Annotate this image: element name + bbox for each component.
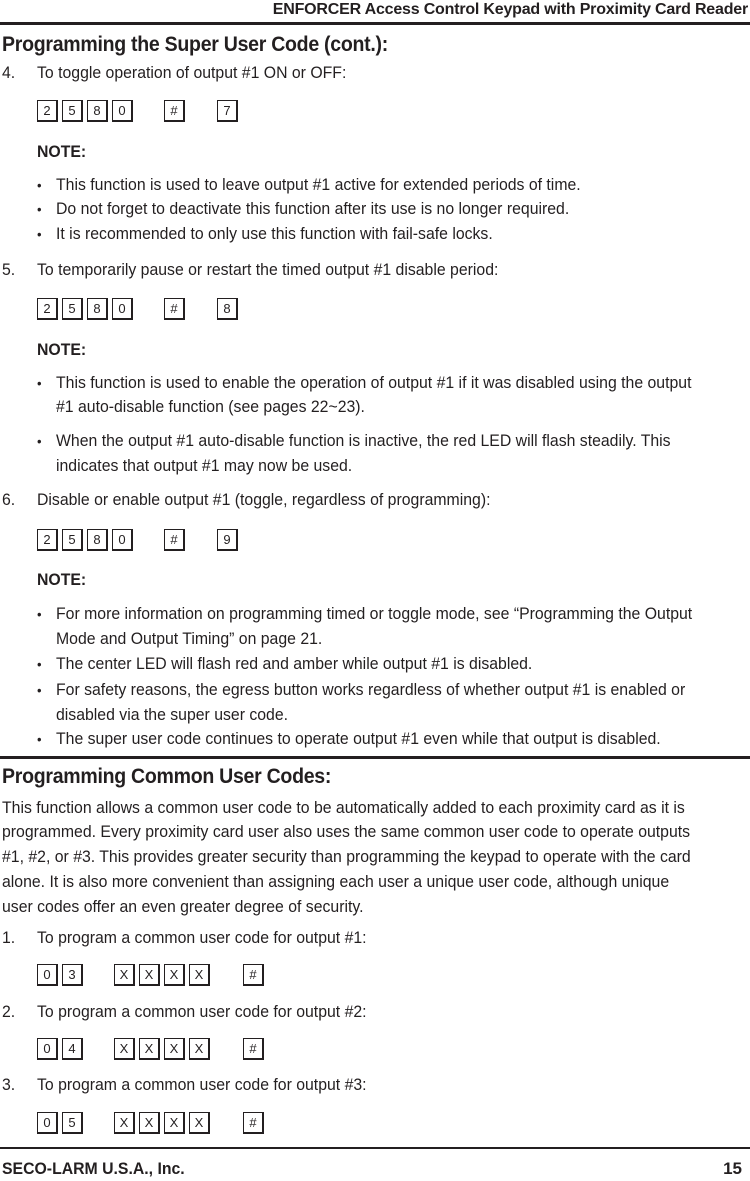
note-label: NOTE: (37, 340, 87, 359)
note-label: NOTE: (37, 570, 87, 589)
keypad-key: 0 (37, 964, 58, 986)
keypad-key: 8 (87, 100, 108, 122)
keypad-key: # (243, 1112, 264, 1134)
note-text: The super user code continues to operate output #1 even while that output is disabled. (56, 729, 661, 748)
keypad-key: 2 (37, 100, 58, 122)
note-text: #1 auto-disable function (see pages 22~23). (56, 397, 365, 416)
keypad-key: 5 (62, 298, 83, 320)
bullet-icon: • (37, 177, 42, 193)
step-number: 2. (2, 1002, 16, 1021)
keypad-key: 5 (62, 1112, 83, 1134)
keypad-key: 2 (37, 529, 58, 551)
keypad-key: # (164, 298, 185, 320)
step-text: To program a common user code for output #3: (37, 1075, 367, 1094)
keypad-key: 3 (62, 964, 83, 986)
step-number: 1. (2, 928, 16, 947)
keypad-key: 0 (112, 529, 133, 551)
paragraph-line: alone. It is also more convenient than assigning each user a unique user code, although unique (2, 872, 670, 891)
header-title: ENFORCER Access Control Keypad with Proximity Card Reader (272, 1, 748, 18)
note-text: When the output #1 auto-disable function is inactive, the red LED will flash steadily. This (56, 431, 671, 450)
paragraph-line: programmed. Every proximity card user also uses the same common user code to operate outputs (2, 822, 691, 841)
note-text: disabled via the super user code. (56, 705, 289, 724)
keypad-key: X (139, 964, 160, 986)
bullet-icon: • (37, 656, 42, 672)
keypad-key: X (114, 1112, 135, 1134)
note-text: For more information on programming timed or toggle mode, see “Programming the Output (56, 604, 693, 623)
keypad-key: 0 (37, 1112, 58, 1134)
keypad-key: 0 (37, 1038, 58, 1060)
step-number: 6. (2, 490, 16, 509)
note-text: indicates that output #1 may now be used. (56, 456, 353, 475)
keypad-key: # (164, 100, 185, 122)
keypad-key: X (189, 1112, 210, 1134)
note-text: This function is used to enable the operation of output #1 if it was disabled using the output (56, 373, 692, 392)
keypad-key: 7 (217, 100, 238, 122)
keypad-key: 0 (112, 298, 133, 320)
keypad-key: X (114, 964, 135, 986)
footer-company: SECO-LARM U.S.A., Inc. (2, 1159, 185, 1178)
keypad-key: X (139, 1038, 160, 1060)
step-text: To program a common user code for output #2: (37, 1002, 367, 1021)
keypad-key: X (164, 1038, 185, 1060)
step-number: 5. (2, 260, 16, 279)
section-rule (0, 756, 750, 759)
bullet-icon: • (37, 375, 42, 391)
note-text: The center LED will flash red and amber while output #1 is disabled. (56, 654, 533, 673)
note-text: It is recommended to only use this function with fail-safe locks. (56, 224, 493, 243)
keypad-key: # (164, 529, 185, 551)
keypad-key: 9 (217, 529, 238, 551)
paragraph-line: #1, #2, or #3. This provides greater security than programming the keypad to operate with the card (2, 847, 691, 866)
keypad-key: 8 (87, 298, 108, 320)
section-title-common-user: Programming Common User Codes: (2, 765, 332, 788)
keypad-key: X (189, 964, 210, 986)
bullet-icon: • (37, 606, 42, 622)
keypad-key: 4 (62, 1038, 83, 1060)
footer-rule (0, 1147, 750, 1149)
paragraph-line: user codes offer an even greater degree of security. (2, 897, 364, 916)
step-text: To temporarily pause or restart the timed output #1 disable period: (37, 260, 499, 279)
keypad-key: X (164, 1112, 185, 1134)
bullet-icon: • (37, 201, 42, 217)
keypad-key: 2 (37, 298, 58, 320)
step-text: To program a common user code for output #1: (37, 928, 367, 947)
keypad-key: X (114, 1038, 135, 1060)
step-text: To toggle operation of output #1 ON or OFF: (37, 63, 347, 82)
note-text: Mode and Output Timing” on page 21. (56, 629, 323, 648)
note-label: NOTE: (37, 142, 87, 161)
header-rule (0, 22, 750, 25)
page-number: 15 (723, 1159, 742, 1178)
step-number: 4. (2, 63, 16, 82)
keypad-key: 5 (62, 529, 83, 551)
step-number: 3. (2, 1075, 16, 1094)
keypad-key: X (189, 1038, 210, 1060)
step-text: Disable or enable output #1 (toggle, regardless of programming): (37, 490, 491, 509)
keypad-key: X (164, 964, 185, 986)
note-text: For safety reasons, the egress button works regardless of whether output #1 is enabled or (56, 680, 686, 699)
keypad-key: X (139, 1112, 160, 1134)
note-text: This function is used to leave output #1 active for extended periods of time. (56, 175, 581, 194)
bullet-icon: • (37, 682, 42, 698)
bullet-icon: • (37, 731, 42, 747)
note-text: Do not forget to deactivate this function after its use is no longer required. (56, 199, 570, 218)
keypad-key: 5 (62, 100, 83, 122)
keypad-key: 8 (217, 298, 238, 320)
keypad-key: # (243, 1038, 264, 1060)
bullet-icon: • (37, 226, 42, 242)
keypad-key: # (243, 964, 264, 986)
paragraph-line: This function allows a common user code to be automatically added to each proximity card as it is (2, 798, 685, 817)
bullet-icon: • (37, 433, 42, 449)
keypad-key: 0 (112, 100, 133, 122)
section-title-super-user: Programming the Super User Code (cont.): (2, 33, 388, 56)
keypad-key: 8 (87, 529, 108, 551)
